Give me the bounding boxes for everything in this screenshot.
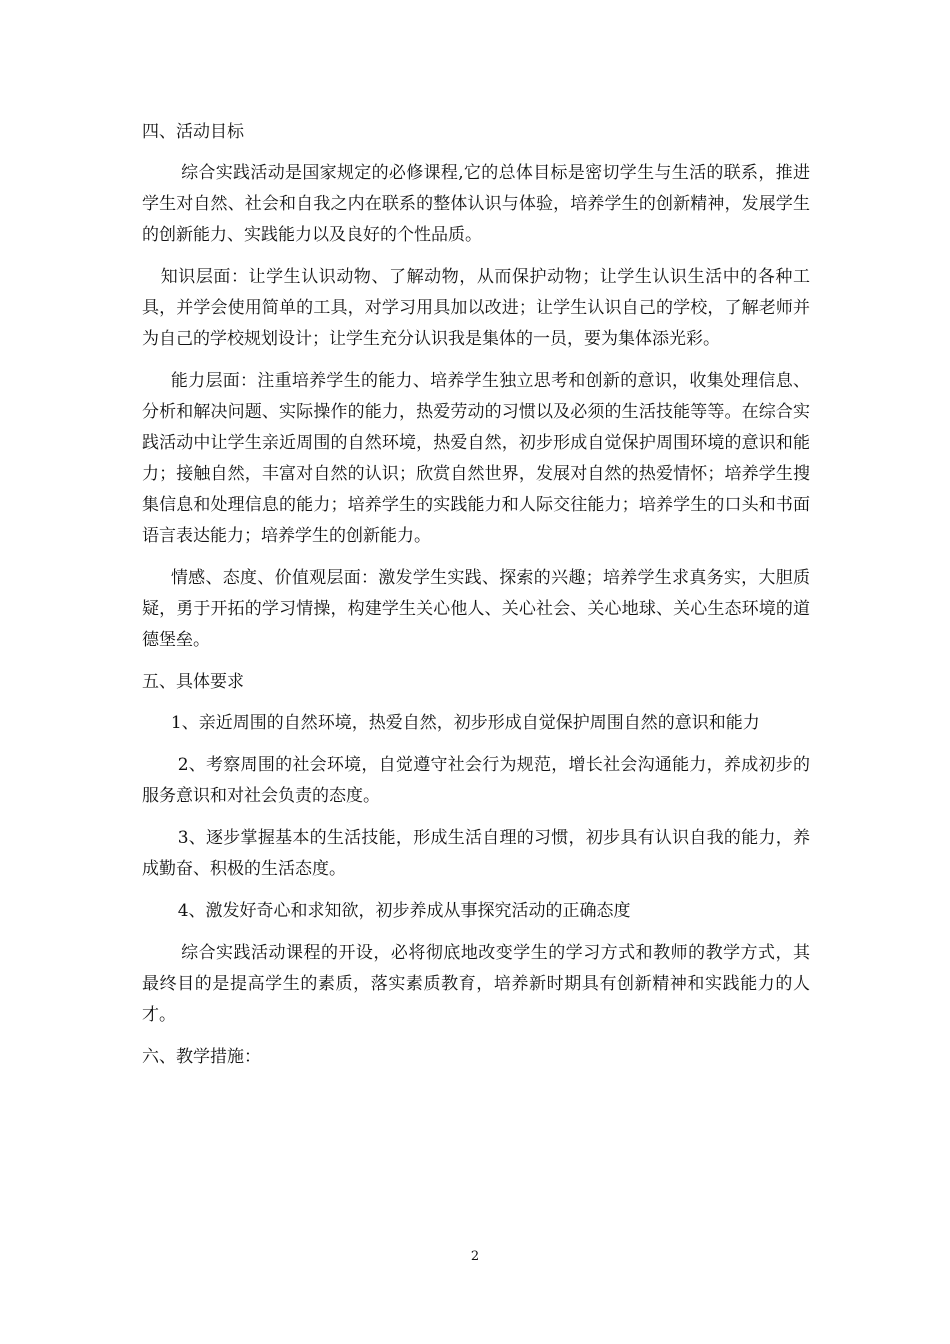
- paragraph-knowledge-level: 知识层面：让学生认识动物、了解动物，从而保护动物；让学生认识生活中的各种工具，并学会使用简单的工具，对学习用具加以改进；让学生认识自己的学校，了解老师并为自己的学校规划设计；让学生充分认识我是集体的一员，要为集体添光彩。: [142, 267, 810, 349]
- requirement-item-4: 4、激发好奇心和求知欲，初步养成从事探究活动的正确态度: [177, 901, 631, 921]
- section-heading-requirements: 五、具体要求: [142, 672, 244, 692]
- page-number: 2: [470, 1249, 480, 1264]
- paragraph-overall-goal: 综合实践活动是国家规定的必修课程,它的总体目标是密切学生与生活的联系，推进学生对自然、社会和自我之内在联系的整体认识与体验，培养学生的创新精神，发展学生的创新能力、实践能力以及良好的个性品质。: [142, 163, 810, 245]
- paragraph-emotion-level: 情感、态度、价值观层面：激发学生实践、探索的兴趣；培养学生求真务实，大胆质疑，勇于开拓的学习情操，构建学生关心他人、关心社会、关心地球、关心生态环境的道德堡垒。: [142, 568, 810, 650]
- requirement-item-3: 3、逐步掌握基本的生活技能，形成生活自理的习惯，初步具有认识自我的能力，养成勤奋、积极的生活态度。: [142, 828, 810, 879]
- section-heading-measures: 六、教学措施：: [142, 1047, 261, 1067]
- section-heading-goals: 四、活动目标: [142, 122, 244, 142]
- paragraph-ability-level: 能力层面：注重培养学生的能力、培养学生独立思考和创新的意识，收集处理信息、分析和解决问题、实际操作的能力，热爱劳动的习惯以及必须的生活技能等等。在综合实践活动中让学生亲近周围的自然环境，热爱自然，初步形成自觉保护周围环境的意识和能力；接触自然，丰富对自然的认识；欣赏自然世界，发展对自然的热爱情怀；培养学生搜集信息和处理信息的能力；培养学生的实践能力和人际交往能力；培养学生的口头和书面语言表达能力；培养学生的创新能力。: [142, 371, 810, 546]
- requirement-item-1: 1、亲近周围的自然环境，热爱自然，初步形成自觉保护周围自然的意识和能力: [170, 713, 760, 733]
- document-body: [142, 117, 810, 1083]
- requirement-item-2: 2、考察周围的社会环境，自觉遵守社会行为规范，增长社会沟通能力，养成初步的服务意识和对社会负责的态度。: [142, 755, 810, 806]
- paragraph-closing: 综合实践活动课程的开设，必将彻底地改变学生的学习方式和教师的教学方式，其最终目的是提高学生的素质，落实素质教育，培养新时期具有创新精神和实践能力的人才。: [142, 943, 810, 1025]
